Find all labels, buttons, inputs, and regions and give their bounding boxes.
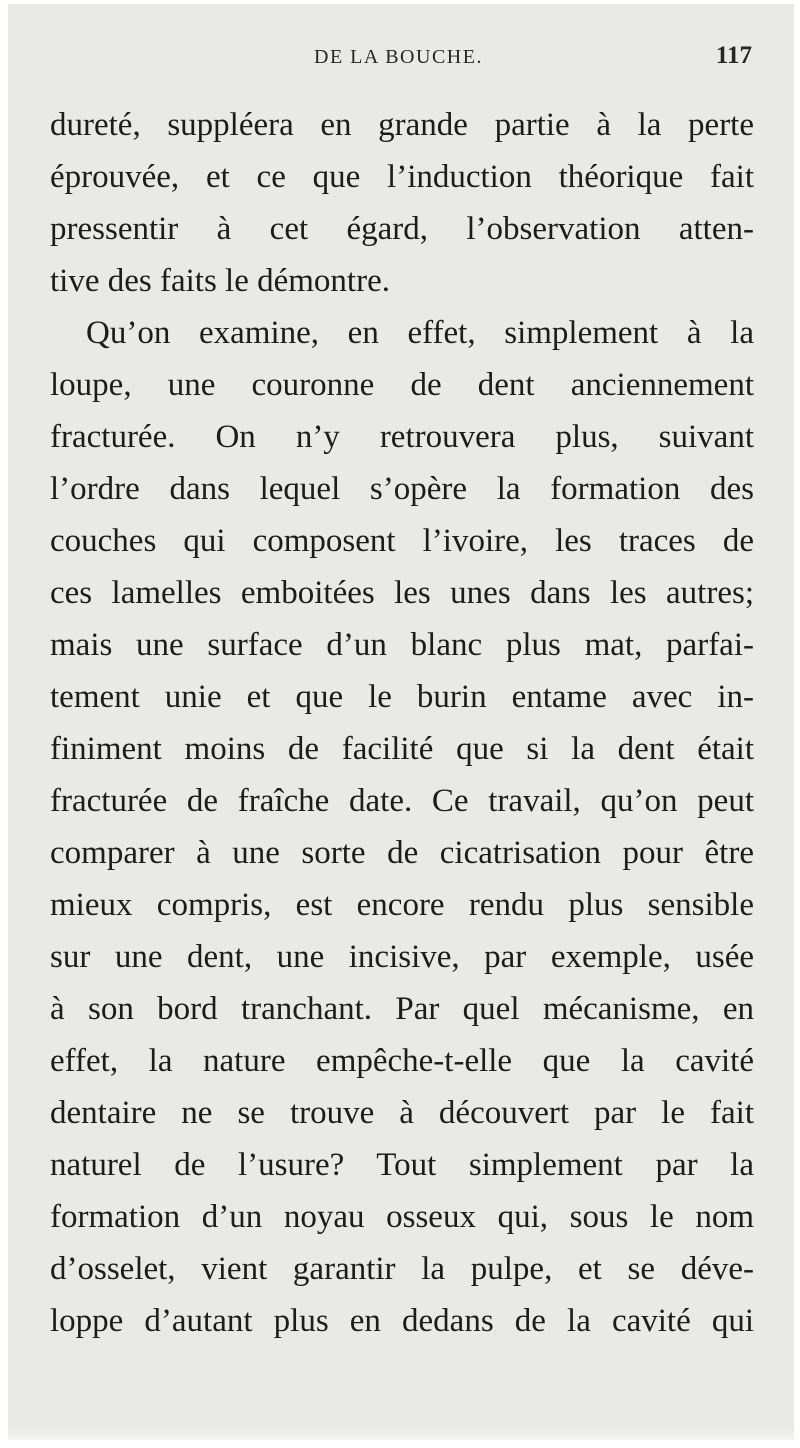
text-line: tement unie et que le burin entame avec in- bbox=[50, 679, 754, 715]
text-line: fracturée. On n’y retrouvera plus, suivant bbox=[50, 419, 754, 455]
text-line: loppe d’autant plus en dedans de la cavité qui bbox=[50, 1303, 754, 1339]
text-line: tive des faits le démontre. bbox=[50, 263, 390, 299]
book-page bbox=[8, 4, 794, 1440]
text-line: couches qui composent l’ivoire, les traces de bbox=[50, 523, 754, 559]
text-line: pressentir à cet égard, l’observation atten- bbox=[50, 211, 754, 247]
text-line: mais une surface d’un blanc plus mat, parfai- bbox=[50, 627, 754, 663]
text-line: ces lamelles emboitées les unes dans les autres; bbox=[50, 575, 754, 611]
page-number: 117 bbox=[715, 42, 752, 69]
text-line: fracturée de fraîche date. Ce travail, qu’on peut bbox=[50, 783, 754, 819]
body-text bbox=[50, 99, 754, 1347]
text-line: dentaire ne se trouve à découvert par le fait bbox=[50, 1095, 754, 1131]
text-line: à son bord tranchant. Par quel mécanisme, en bbox=[50, 991, 754, 1027]
text-line: naturel de l’usure? Tout simplement par la bbox=[50, 1147, 754, 1183]
text-line: l’ordre dans lequel s’opère la formation des bbox=[50, 471, 754, 507]
text-line: loupe, une couronne de dent anciennement bbox=[50, 367, 754, 403]
text-line: finiment moins de facilité que si la dent était bbox=[50, 731, 754, 767]
text-line: Qu’on examine, en effet, simplement à la bbox=[86, 315, 754, 351]
page-bottom-edge bbox=[8, 1428, 794, 1440]
running-head: DE LA BOUCHE. bbox=[314, 46, 483, 68]
text-line: d’osselet, vient garantir la pulpe, et se déve- bbox=[50, 1251, 754, 1287]
text-line: formation d’un noyau osseux qui, sous le nom bbox=[50, 1199, 754, 1235]
text-line: mieux compris, est encore rendu plus sensible bbox=[50, 887, 754, 923]
page-header bbox=[8, 40, 794, 80]
text-line: dureté, suppléera en grande partie à la perte bbox=[50, 107, 754, 143]
text-line: sur une dent, une incisive, par exemple, usée bbox=[50, 939, 754, 975]
text-line: comparer à une sorte de cicatrisation pour être bbox=[50, 835, 754, 871]
text-line: effet, la nature empêche-t-elle que la cavité bbox=[50, 1043, 754, 1079]
text-line: éprouvée, et ce que l’induction théorique fait bbox=[50, 159, 754, 195]
